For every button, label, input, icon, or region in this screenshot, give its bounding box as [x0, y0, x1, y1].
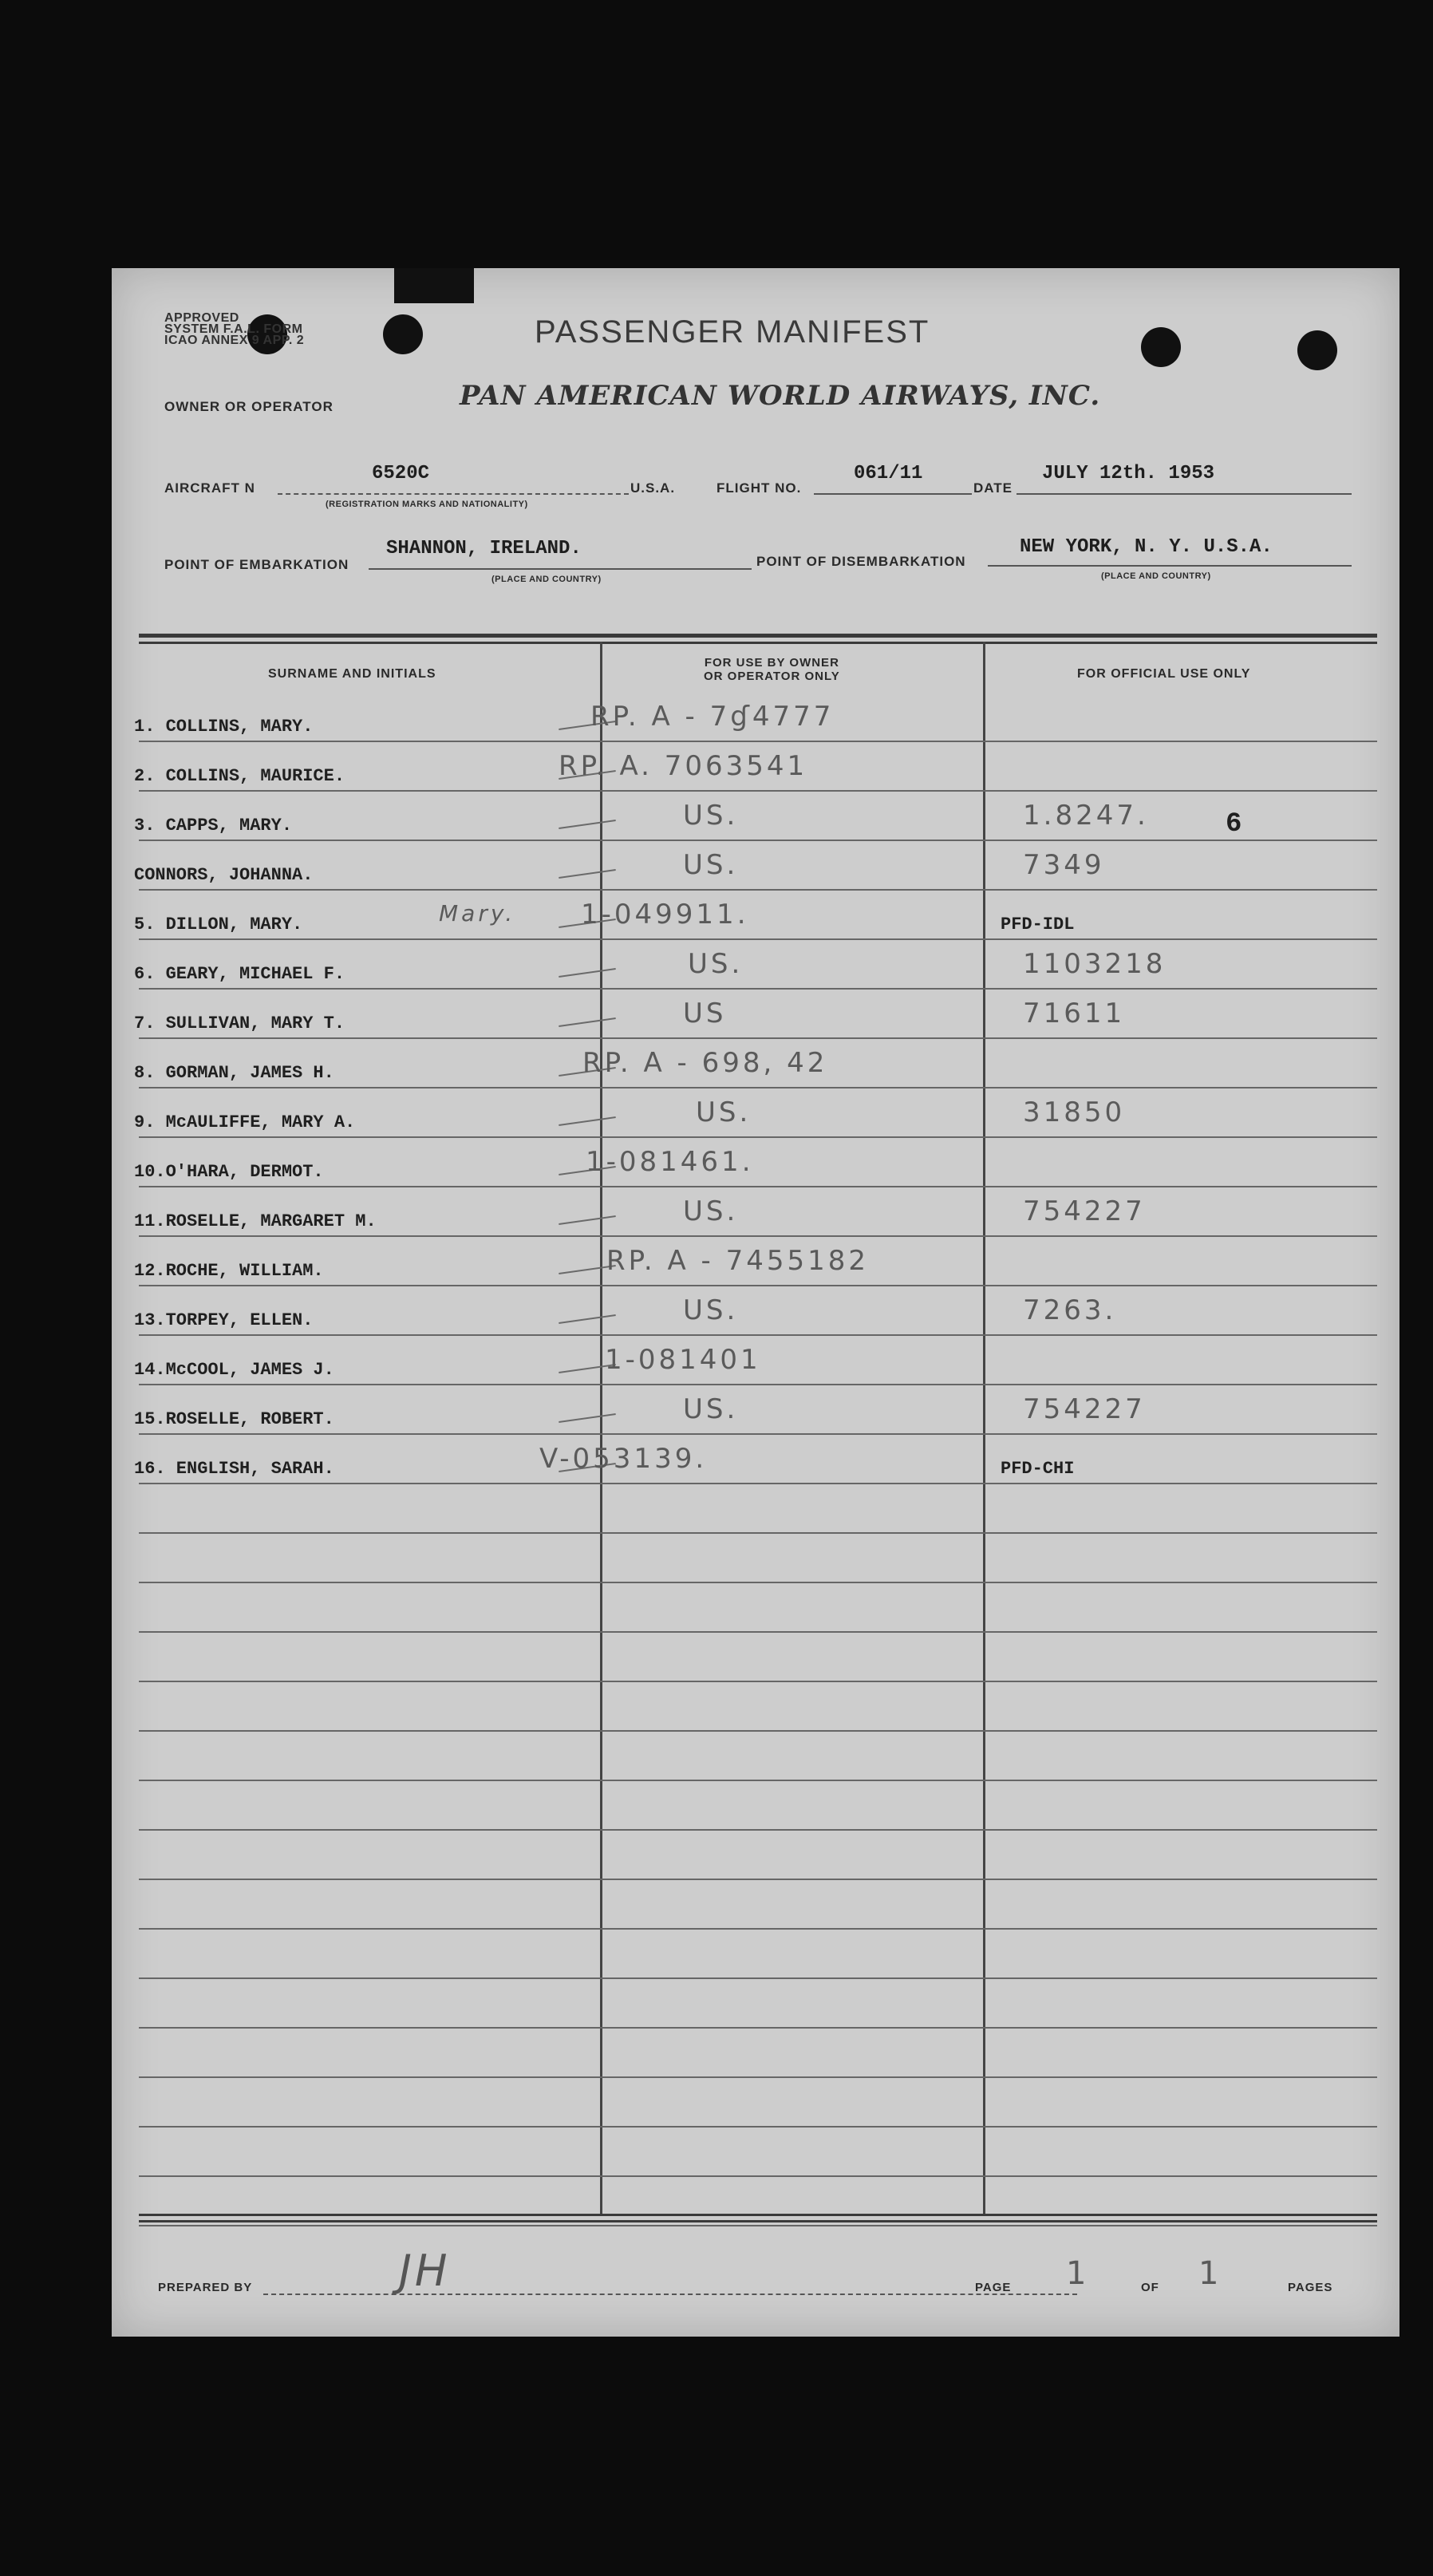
fill-line [988, 565, 1352, 567]
approval-line: SYSTEM F.A.L. FORM [164, 322, 303, 336]
table-rule [139, 2220, 1377, 2222]
table-rule [139, 2214, 1377, 2216]
owner-entry: US. [683, 1294, 739, 1326]
passenger-name: 7. SULLIVAN, MARY T. [134, 1013, 345, 1033]
official-entry: 71611 [1023, 998, 1126, 1029]
passenger-name: 6. GEARY, MICHAEL F. [134, 964, 345, 984]
owner-entry: US. [683, 800, 739, 832]
owner-entry: 1-049911. [581, 899, 749, 930]
column-header-surname: SURNAME AND INITIALS [268, 667, 436, 681]
check-dash [559, 1314, 616, 1324]
passenger-name: 8. GORMAN, JAMES H. [134, 1063, 334, 1083]
official-entry: 1.8247. [1023, 800, 1149, 832]
row-rule [139, 1334, 1377, 1336]
official-entry: 1103218 [1023, 948, 1167, 980]
passenger-name: 14.McCOOL, JAMES J. [134, 1360, 334, 1380]
passenger-name: 12.ROCHE, WILLIAM. [134, 1261, 324, 1281]
date-value: JULY 12th. 1953 [1042, 463, 1215, 484]
official-entry: PFD-IDL [1001, 915, 1075, 934]
passenger-name: 15.ROSELLE, ROBERT. [134, 1409, 334, 1429]
owner-entry: US. [683, 1393, 739, 1425]
page-number: 1 [1066, 2255, 1090, 2292]
prepared-by-signature: JH [399, 2246, 451, 2296]
check-dash [559, 869, 616, 879]
owner-entry: US [683, 998, 727, 1029]
check-dash [559, 968, 616, 978]
owner-entry: RP. A - 7455182 [606, 1245, 870, 1277]
owner-entry: V-053139. [539, 1443, 708, 1475]
disembarkation-sublabel: (PLACE AND COUNTRY) [1101, 571, 1211, 581]
official-entry: 754227 [1023, 1393, 1146, 1425]
flight-value: 061/11 [854, 463, 923, 484]
manifest-form [112, 268, 1399, 2337]
row-rule [139, 1977, 1377, 1979]
flight-label: FLIGHT NO. [716, 480, 802, 496]
row-rule [139, 938, 1377, 940]
passenger-name: 2. COLLINS, MAURICE. [134, 766, 345, 786]
punch-hole [1297, 330, 1337, 370]
page-total: 1 [1198, 2255, 1222, 2292]
row-rule [139, 1532, 1377, 1534]
approval-line: APPROVED [164, 311, 239, 325]
passenger-name: 16. ENGLISH, SARAH. [134, 1459, 334, 1479]
row-rule [139, 1582, 1377, 1583]
passenger-name: 11.ROSELLE, MARGARET M. [134, 1211, 377, 1231]
passenger-name: CONNORS, JOHANNA. [134, 865, 314, 885]
row-rule [139, 790, 1377, 792]
passenger-name: 13.TORPEY, ELLEN. [134, 1310, 314, 1330]
column-header-owner-line: FOR USE BY OWNER [704, 656, 839, 670]
table-rule [139, 642, 1377, 644]
row-rule [139, 2076, 1377, 2078]
fill-line [263, 2294, 1077, 2295]
row-rule [139, 1879, 1377, 1880]
prepared-by-label: PREPARED BY [158, 2281, 253, 2294]
official-typed-mark: 6 [1226, 809, 1242, 840]
owner-entry: RP. A. 7063541 [559, 750, 808, 782]
approval-block [164, 313, 304, 346]
row-rule [139, 840, 1377, 841]
check-dash [559, 1413, 616, 1423]
row-rule [139, 741, 1377, 742]
approval-line: ICAO ANNEX 9 APP. 2 [164, 334, 305, 347]
owner-entry: US. [683, 849, 739, 881]
row-rule [139, 1681, 1377, 1682]
row-rule [139, 2225, 1377, 2226]
owner-entry: RP. A - 698, 42 [582, 1047, 828, 1079]
official-entry: PFD-CHI [1001, 1459, 1075, 1479]
row-rule [139, 2027, 1377, 2029]
owner-entry: 1-081461. [586, 1146, 754, 1178]
embarkation-sublabel: (PLACE AND COUNTRY) [491, 575, 602, 584]
row-rule [139, 1037, 1377, 1039]
owner-entry: US. [688, 948, 744, 980]
row-rule [139, 988, 1377, 990]
handwritten-note: Mary. [439, 900, 516, 926]
passenger-name: 5. DILLON, MARY. [134, 915, 303, 934]
row-rule [139, 1285, 1377, 1286]
row-rule [139, 1730, 1377, 1732]
row-rule [139, 2175, 1377, 2177]
passenger-name: 10.O'HARA, DERMOT. [134, 1162, 324, 1182]
row-rule [139, 1483, 1377, 1484]
check-dash [559, 1215, 616, 1225]
row-rule [139, 1928, 1377, 1930]
page-title: PASSENGER MANIFEST [535, 314, 930, 350]
date-label: DATE [973, 480, 1013, 496]
fill-line [814, 493, 972, 495]
embarkation-label: POINT OF EMBARKATION [164, 557, 349, 572]
row-rule [139, 889, 1377, 891]
punch-notch [394, 268, 474, 303]
passenger-name: 1. COLLINS, MARY. [134, 717, 314, 737]
row-rule [139, 1780, 1377, 1781]
punch-hole [383, 314, 423, 354]
check-dash [559, 1116, 616, 1126]
page-label: PAGE [975, 2281, 1012, 2294]
passenger-name: 9. McAULIFFE, MARY A. [134, 1112, 356, 1132]
check-dash [559, 1017, 616, 1027]
row-rule [139, 1829, 1377, 1831]
owner-entry: US. [683, 1195, 739, 1227]
fill-line [369, 568, 752, 570]
owner-entry: RP. A - 7ɠ4777 [590, 701, 835, 733]
check-dash [559, 820, 616, 829]
row-rule [139, 1186, 1377, 1187]
pages-label: PAGES [1288, 2281, 1333, 2294]
owner-label: OWNER OR OPERATOR [164, 399, 334, 414]
column-header-owner-line: OR OPERATOR ONLY [704, 670, 840, 683]
fill-line [278, 493, 629, 495]
embarkation-value: SHANNON, IRELAND. [386, 538, 582, 559]
row-rule [139, 1384, 1377, 1385]
row-rule [139, 1136, 1377, 1138]
owner-entry: 1-081401 [605, 1344, 761, 1376]
passenger-name: 3. CAPPS, MARY. [134, 816, 293, 836]
of-label: OF [1141, 2281, 1159, 2294]
aircraft-suffix: U.S.A. [630, 480, 676, 496]
official-entry: 754227 [1023, 1195, 1146, 1227]
column-header-official: FOR OFFICIAL USE ONLY [1077, 667, 1251, 681]
aircraft-label: AIRCRAFT N [164, 480, 255, 496]
aircraft-sublabel: (REGISTRATION MARKS AND NATIONALITY) [326, 500, 528, 509]
row-rule [139, 1235, 1377, 1237]
official-entry: 7263. [1023, 1294, 1117, 1326]
disembarkation-label: POINT OF DISEMBARKATION [756, 554, 966, 569]
aircraft-value: 6520C [372, 463, 430, 484]
row-rule [139, 1433, 1377, 1435]
official-entry: 31850 [1023, 1096, 1126, 1128]
row-rule [139, 1631, 1377, 1633]
official-entry: 7349 [1023, 849, 1105, 881]
row-rule [139, 1087, 1377, 1088]
owner-entry: US. [696, 1096, 752, 1128]
row-rule [139, 2126, 1377, 2128]
table-rule [139, 634, 1377, 638]
punch-hole [1141, 327, 1181, 367]
owner-value: PAN AMERICAN WORLD AIRWAYS, INC. [460, 380, 1101, 412]
column-header-owner [704, 656, 840, 683]
disembarkation-value: NEW YORK, N. Y. U.S.A. [1020, 536, 1273, 558]
fill-line [1017, 493, 1352, 495]
